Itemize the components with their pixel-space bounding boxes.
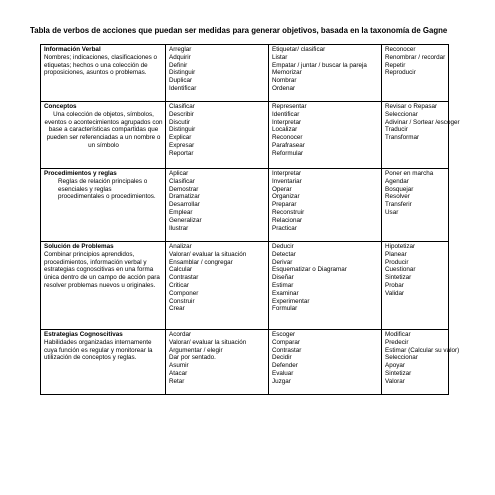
verb-item: Describir bbox=[169, 110, 194, 118]
verb-item: Reformular bbox=[272, 149, 304, 157]
verb-item: Calcular bbox=[169, 266, 193, 274]
verb-list bbox=[382, 45, 449, 102]
verb-item: Aplicar bbox=[169, 170, 189, 177]
verb-item: Seleccionar bbox=[385, 354, 418, 362]
verb-item: Operar bbox=[272, 185, 292, 193]
verb-item: Dramatizar bbox=[169, 193, 200, 201]
table-row bbox=[41, 330, 449, 395]
verb-item: Criticar bbox=[169, 281, 189, 289]
verb-item: Detectar bbox=[272, 250, 296, 258]
verb-item: Acordar bbox=[169, 331, 192, 338]
verb-item: Apoyar bbox=[385, 362, 405, 370]
category-cell bbox=[41, 102, 166, 169]
verb-item: Generalizar bbox=[169, 216, 202, 224]
verb-list bbox=[382, 169, 449, 242]
verb-item: Estimar bbox=[272, 281, 294, 289]
verb-item: Localizar bbox=[272, 126, 298, 134]
verb-item: Dar por sentado. bbox=[169, 354, 216, 362]
verb-list bbox=[382, 102, 460, 169]
verb-item: Analizar bbox=[169, 243, 192, 250]
verb-item: Reconstruir bbox=[272, 208, 305, 216]
verb-list bbox=[269, 45, 382, 102]
verb-item: Clasificar bbox=[169, 177, 195, 185]
verb-item: Emplear bbox=[169, 208, 193, 216]
category-title: Procedimientos y reglas bbox=[44, 170, 117, 177]
category-title: Conceptos bbox=[44, 103, 77, 110]
verb-item: Formular bbox=[272, 305, 298, 313]
category-description: Nombres; indicaciones, clasificaciones o etiquetas; hechos o una colección de proposiciones, asuntos o problemas. bbox=[44, 53, 158, 77]
verb-item: Identificar bbox=[169, 84, 197, 92]
verb-item: Escoger bbox=[272, 331, 296, 338]
table-row bbox=[41, 45, 449, 102]
verb-item: Identificar bbox=[272, 110, 300, 118]
verb-item: Derivar bbox=[272, 258, 293, 266]
verb-item: Modificar bbox=[385, 331, 411, 338]
verb-item: Reportar bbox=[169, 149, 194, 157]
verb-item: Experimentar bbox=[272, 297, 310, 305]
verb-item: Contrastar bbox=[272, 346, 302, 354]
verb-item: Relacionar bbox=[272, 216, 303, 224]
verb-item: Componer bbox=[169, 289, 199, 297]
verb-list bbox=[166, 102, 269, 169]
verb-list bbox=[269, 102, 382, 169]
verb-item: Juzgar bbox=[272, 377, 291, 385]
verb-item: Bosquejar bbox=[385, 185, 414, 193]
verb-item: Memorizar bbox=[272, 69, 302, 77]
table-row bbox=[41, 169, 449, 242]
verb-item: Esquematizar o Diagramar bbox=[272, 266, 347, 274]
verb-item: Crear bbox=[169, 305, 185, 313]
table-row bbox=[41, 102, 449, 169]
verb-item: Repetir bbox=[385, 61, 406, 69]
verb-item: Retar bbox=[169, 377, 185, 385]
verb-item: Decidir bbox=[272, 354, 292, 362]
verb-item: Transferir bbox=[385, 201, 412, 209]
verb-item: Inventariar bbox=[272, 177, 302, 185]
verb-item: Asumir bbox=[169, 362, 189, 370]
verb-item: Producir bbox=[385, 258, 409, 266]
verb-list bbox=[382, 242, 449, 330]
verb-item: Duplicar bbox=[169, 77, 193, 85]
verb-item: Transformar bbox=[385, 134, 420, 142]
verb-item: Sintetizar bbox=[385, 274, 412, 282]
verb-item: Valorar/ evaluar la situación bbox=[169, 338, 247, 346]
verb-item: Desarrollar bbox=[169, 201, 200, 209]
verb-item: Evaluar bbox=[272, 369, 294, 377]
verb-item: Atacar bbox=[169, 369, 188, 377]
verb-item: Reconocer bbox=[385, 46, 416, 53]
verb-item: Adquirir bbox=[169, 53, 191, 61]
verb-list bbox=[166, 242, 269, 330]
verb-item: Explicar bbox=[169, 134, 192, 142]
verb-item: Interpretar bbox=[272, 170, 302, 177]
verb-list bbox=[166, 45, 269, 102]
verb-item: Reconocer bbox=[272, 134, 303, 142]
verb-item: Estimar (Calcular su valor) bbox=[385, 346, 460, 354]
category-cell bbox=[41, 242, 166, 330]
verb-item: Distinguir bbox=[169, 126, 196, 134]
category-cell bbox=[41, 330, 166, 395]
verb-item: Distinguir bbox=[169, 69, 196, 77]
verb-list bbox=[269, 169, 382, 242]
verb-item: Seleccionar bbox=[385, 110, 418, 118]
verb-item: Demostrar bbox=[169, 185, 199, 193]
verb-list bbox=[166, 169, 269, 242]
verb-item: Etiquetar/ clasificar bbox=[272, 46, 326, 53]
verb-item: Valorar bbox=[385, 377, 405, 385]
verb-item: Predecir bbox=[385, 338, 409, 346]
verb-item: Cuestionar bbox=[385, 266, 416, 274]
verb-item: Construir bbox=[169, 297, 195, 305]
verb-item: Examinar bbox=[272, 289, 299, 297]
verb-item: Planear bbox=[385, 250, 407, 258]
verb-item: Listar bbox=[272, 53, 288, 61]
category-cell bbox=[41, 45, 166, 102]
verb-list bbox=[269, 242, 382, 330]
verb-item: Ordenar bbox=[272, 84, 296, 92]
verb-item: Parafrasear bbox=[272, 141, 305, 149]
category-description: Reglas de relación principales o esenciales y reglas procedimentales o procedimientos. bbox=[58, 177, 156, 201]
table-row bbox=[41, 242, 449, 330]
verb-item: Empatar / juntar / buscar la pareja bbox=[272, 61, 367, 69]
verb-item: Discutir bbox=[169, 118, 190, 126]
verb-item: Deducir bbox=[272, 243, 294, 250]
verb-item: Reproducir bbox=[385, 69, 416, 77]
verb-list bbox=[382, 330, 460, 395]
verb-item: Validar bbox=[385, 289, 405, 297]
verb-item: Agendar bbox=[385, 177, 409, 185]
verb-item: Sintetizar bbox=[385, 369, 412, 377]
category-title: Solución de Problemas bbox=[44, 243, 114, 250]
category-title: Estrategias Cognoscitivas bbox=[44, 331, 123, 338]
verb-item: Poner en marcha bbox=[385, 170, 434, 177]
verb-item: Definir bbox=[169, 61, 188, 69]
category-cell bbox=[41, 169, 166, 242]
verb-item: Traducir bbox=[385, 126, 408, 134]
document-title: Tabla de verbos de acciones que puedan ser medidas para generar objetivos, basada en la taxonomía de Gagne bbox=[30, 26, 448, 35]
verb-item: Preparar bbox=[272, 201, 297, 209]
verb-item: Probar bbox=[385, 281, 404, 289]
verb-item: Resolver bbox=[385, 193, 410, 201]
verb-item: Interpretar bbox=[272, 118, 302, 126]
verb-item: Comparar bbox=[272, 338, 300, 346]
verb-item: Clasificar bbox=[169, 103, 195, 110]
verb-item: Argumentar / elegir bbox=[169, 346, 223, 354]
verb-item: Diseñar bbox=[272, 274, 294, 282]
verb-item: Adivinar / Sortear /escoger bbox=[385, 118, 460, 126]
category-title: Información Verbal bbox=[44, 46, 101, 53]
verb-item: Ilustrar bbox=[169, 224, 189, 232]
verb-item: Usar bbox=[385, 208, 399, 216]
verb-item: Ensamblar / congregar bbox=[169, 258, 233, 266]
verb-item: Practicar bbox=[272, 224, 297, 232]
verb-list bbox=[269, 330, 382, 395]
category-description: Habilidades organizadas internamente cuya función es regular y monitorear la utilización de conceptos y reglas. bbox=[44, 338, 153, 362]
category-description: Una colección de objetos, símbolos, eventos o acontecimientos agrupados con base a características compartidas que pueden ser referenciadas a un nombre o un símbolo bbox=[44, 110, 163, 149]
verb-item: Expresar bbox=[169, 141, 195, 149]
category-description: Combinar principios aprendidos, procedimientos, información verbal y estrategias cognoscitivas en una forma única dentro de un campo de acción para resolver problemas nuevos u originales. bbox=[44, 250, 160, 289]
verb-item: Organizar bbox=[272, 193, 300, 201]
verb-item: Revisar o Repasar bbox=[385, 103, 438, 110]
verb-item: Contrastar bbox=[169, 274, 199, 282]
verb-item: Hipotetizar bbox=[385, 243, 416, 250]
verb-item: Defender bbox=[272, 362, 298, 370]
verb-item: Valorar/ evaluar la situación bbox=[169, 250, 247, 258]
verb-list bbox=[166, 330, 269, 395]
verb-item: Arreglar bbox=[169, 46, 192, 53]
verb-item: Representar bbox=[272, 103, 307, 110]
verbs-table bbox=[40, 44, 460, 395]
verb-item: Renombrar / recordar bbox=[385, 53, 446, 61]
verb-item: Nombrar bbox=[272, 77, 297, 85]
